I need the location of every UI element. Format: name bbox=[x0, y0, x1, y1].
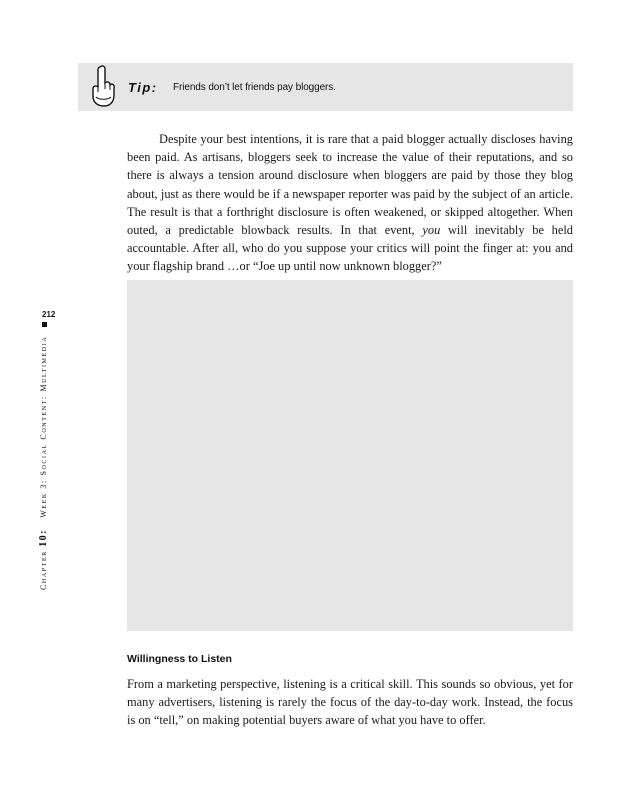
tip-box bbox=[78, 63, 573, 111]
paragraph-1-part-2: will inevitably be held accountable. After all, who do you suppose your critics will point the finger at: you and your flagship brand …or “Joe up until now unknown blogger?” bbox=[127, 223, 573, 274]
tip-label: Tip: bbox=[128, 80, 158, 95]
pointing-hand-icon bbox=[88, 65, 118, 109]
running-head-chapter-number: 10: bbox=[38, 529, 49, 547]
running-head-chapter-label: Chapter bbox=[39, 550, 48, 590]
square-bullet-icon bbox=[42, 322, 47, 327]
tip-text: Friends don’t let friends pay bloggers. bbox=[173, 82, 336, 93]
body-paragraph-2: From a marketing perspective, listening is a critical skill. This sounds so obvious, yet for many advertisers, listening is rarely the focus of the day-to-day work. Instead, the focus is on “tell,” on making potential buyers aware of what you have to offer. bbox=[127, 677, 573, 728]
paragraph-1-emphasis: you bbox=[422, 223, 441, 238]
figure-placeholder bbox=[127, 280, 573, 631]
running-head-week: Week 3: Social Content: Multimedia bbox=[39, 335, 48, 518]
body-paragraph-1 bbox=[127, 130, 573, 276]
section-heading: Willingness to Listen bbox=[127, 653, 232, 665]
page-number: 212 bbox=[42, 310, 56, 319]
paragraph-1-part-1: Despite your best intentions, it is rare that a paid blogger actually discloses having been paid. As artisans, bloggers seek to increase the value of their reputations, and so there is always a tension around disclosure when bloggers are paid by those they blog about, just as there would be if a newspaper reporter was paid by the subject of an article. The result is that a forthright disclosure is often weakened, or skipped altogether. When outed, a predictable blowback results. In that event, bbox=[127, 132, 573, 238]
running-head bbox=[38, 322, 49, 590]
